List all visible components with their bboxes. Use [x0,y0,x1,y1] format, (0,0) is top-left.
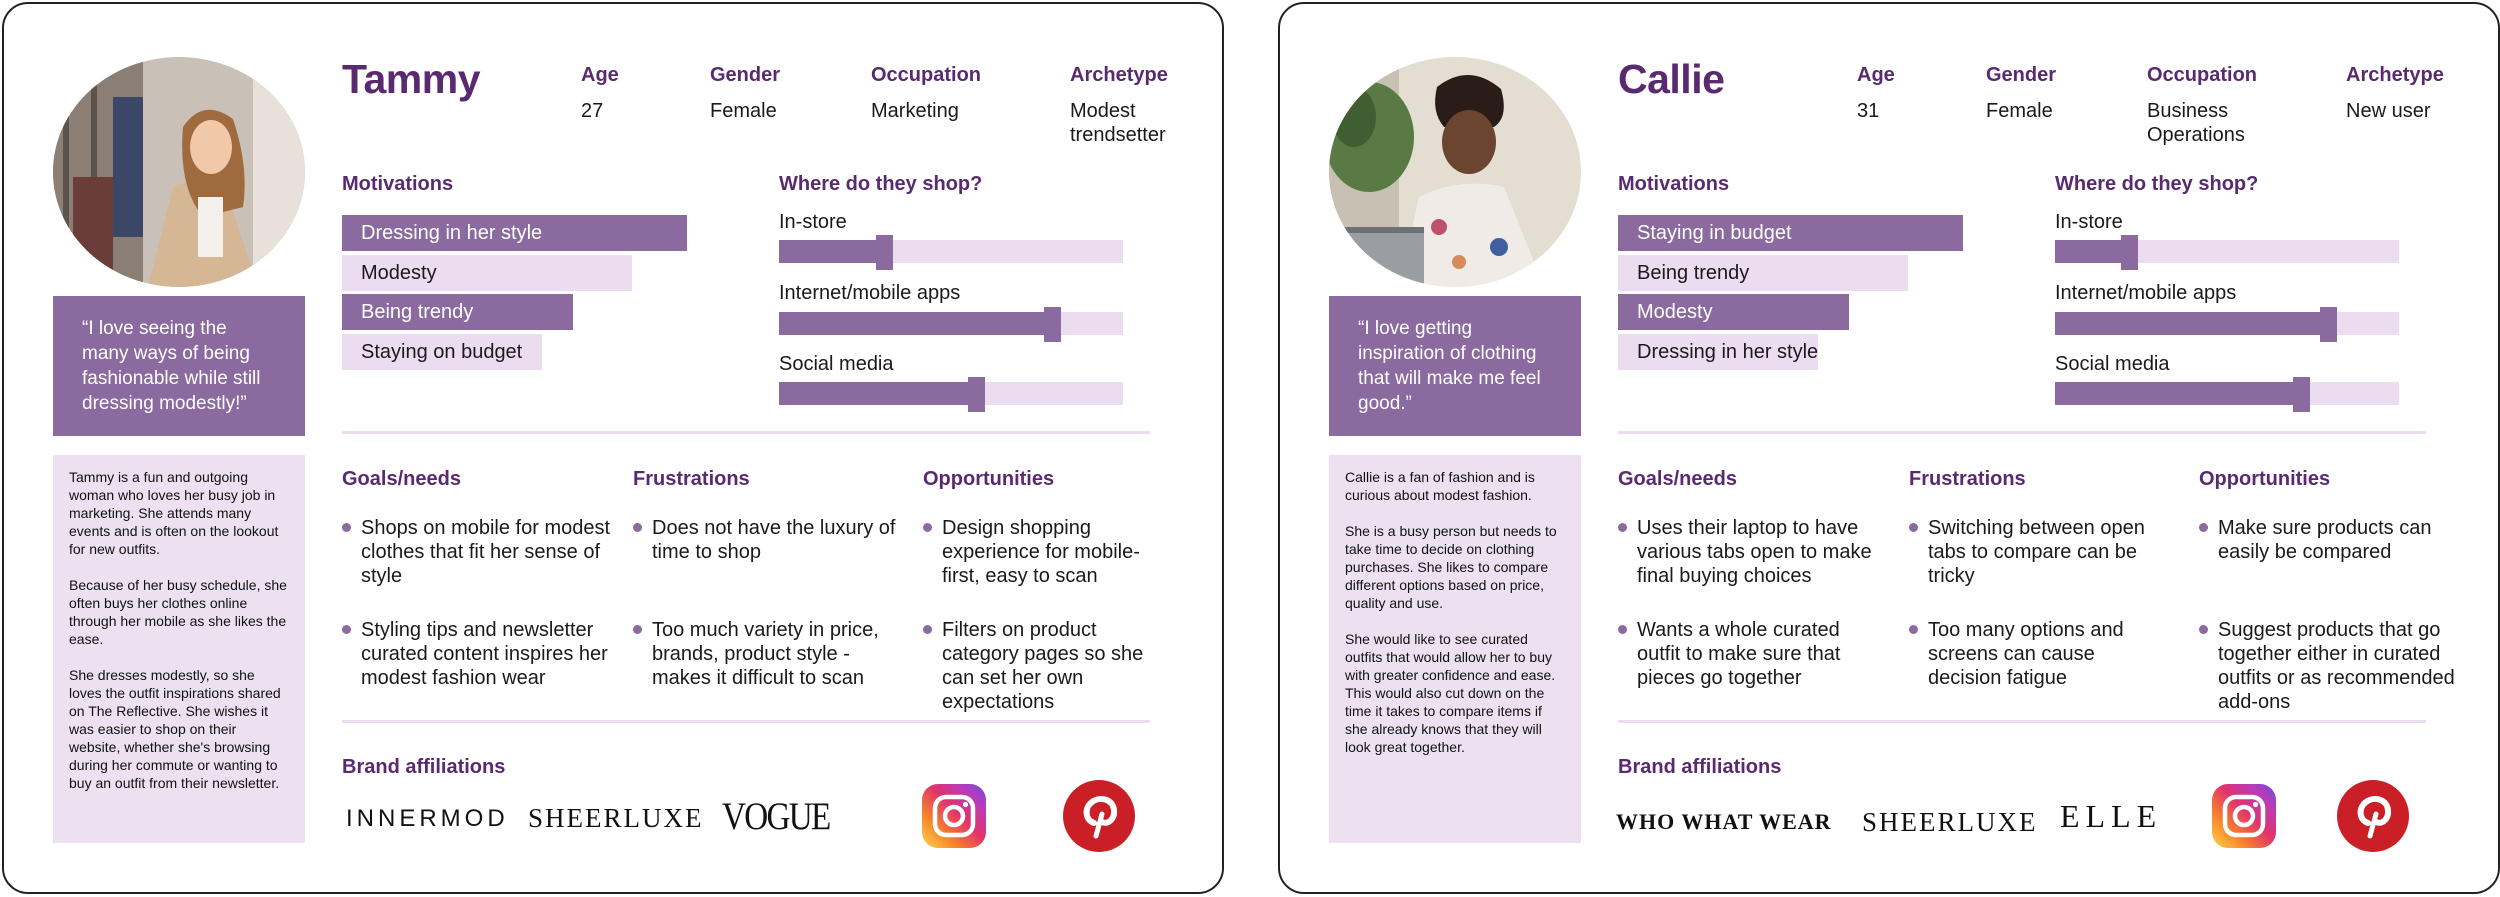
shop-level-bar [779,240,1123,263]
brand-logo-sheerluxe: SHEERLUXE [528,803,704,833]
bio-paragraph: She would like to see curated outfits that would allow her to buy with greater confidence and ease. This would also cut down on the time it takes to compare items if she already knows that they will look great together. [1345,631,1556,755]
persona-name: Tammy [342,56,481,102]
frustrations-title: Frustrations [1909,468,2026,490]
brands-title: Brand affiliations [342,756,506,778]
motivation-bar: Staying in budget [1618,215,1963,251]
pinterest-icon [2337,780,2409,852]
persona-name: Callie [1618,56,1725,102]
opportunities-title: Opportunities [923,468,1055,490]
shop-level-bar [2055,240,2399,263]
opportunities-title: Opportunities [2199,468,2331,490]
bio-paragraph: She dresses modestly, so she loves the outfit inspirations shared on The Reflective. She wishes it was easier to shop on their website, whether she's browsing during her commute or wanting to buy an outfit from their newsletter. [69,667,281,791]
info-value-archetype: Modest trendsetter [1070,100,1166,146]
shop-level-bar [2055,312,2399,335]
shop-level-knob [876,235,893,270]
persona-quote: “I love getting inspiration of clothing that will make me feel good.” [1329,296,1581,436]
shop-title: Where do they shop? [779,173,983,195]
shop-title: Where do they shop? [2055,173,2259,195]
info-label-gender: Gender [710,64,781,86]
shop-level-knob [2320,307,2337,342]
goal-item: Uses their laptop to have various tabs open to make final buying choices [1618,516,1888,588]
bullet-dot [923,625,932,634]
goal-item: Styling tips and newsletter curated content inspires her modest fashion wear [342,618,612,690]
brands-title: Brand affiliations [1618,756,1782,778]
bullet-dot [1909,523,1918,532]
shop-label: Internet/mobile apps [2055,282,2237,304]
brand-logo-innermod: INNERMOD [346,805,509,832]
motivation-bar: Modesty [1618,294,1849,330]
brand-logo-elle: ELLE [2060,798,2163,834]
frustration-item: Does not have the luxury of time to shop [633,516,903,564]
motivation-bar: Dressing in her style [1618,334,1818,370]
brand-logo-who-what-wear: WHO WHAT WEAR [1616,809,1832,834]
info-value-archetype: New user [2346,100,2431,122]
persona-card-tammy [2,2,1224,894]
avatar [1329,57,1581,287]
shop-label: Social media [2055,353,2170,375]
opportunity-item: Make sure products can easily be compared [2199,516,2459,564]
info-value-gender: Female [1986,100,2053,122]
info-value-age: 31 [1857,100,1880,122]
bullet-dot [633,625,642,634]
shop-level-fill [779,312,1061,335]
goals-title: Goals/needs [342,468,461,490]
info-value-occupation: Business Operations [2147,100,2245,146]
persona-card-callie [1278,2,2500,894]
frustration-item: Switching between open tabs to compare can be tricky [1909,516,2159,588]
shop-level-bar [779,312,1123,335]
bullet-dot [342,625,351,634]
bullet-dot [923,523,932,532]
frustrations-title: Frustrations [633,468,750,490]
persona-quote: “I love seeing the many ways of being fashionable while still dressing modestly!” [53,296,305,436]
motivations-title: Motivations [342,173,454,195]
brand-logo-vogue: VOGUE [722,795,830,838]
bullet-dot [2199,523,2208,532]
bullet-dot [342,523,351,532]
motivation-bar: Staying on budget [342,334,542,370]
info-label-occupation: Occupation [2147,64,2258,86]
instagram-icon [922,784,986,848]
bio-paragraph: She is a busy person but needs to take time to decide on clothing purchases. She likes to compare different options based on price, quality and use. [1345,523,1557,611]
bio-paragraph: Callie is a fan of fashion and is curious about modest fashion. [1345,469,1535,503]
persona-bio [53,455,305,843]
shop-level-fill [2055,312,2337,335]
bullet-dot [1618,625,1627,634]
shop-level-knob [2293,377,2310,412]
bullet-dot [1909,625,1918,634]
shop-label: Social media [779,353,894,375]
shop-level-fill [779,382,985,405]
shop-level-bar [779,382,1123,405]
info-label-age: Age [581,64,619,86]
info-label-occupation: Occupation [871,64,982,86]
bullet-dot [2199,625,2208,634]
info-label-age: Age [1857,64,1895,86]
motivation-bar: Modesty [342,255,632,291]
shop-level-bar [2055,382,2399,405]
info-label-gender: Gender [1986,64,2057,86]
motivations-title: Motivations [1618,173,1730,195]
goal-item: Wants a whole curated outfit to make sure that pieces go together [1618,618,1888,690]
info-value-occupation: Marketing [871,100,959,122]
shop-level-fill [2055,382,2310,405]
info-value-age: 27 [581,100,604,122]
bio-paragraph: Tammy is a fun and outgoing woman who loves her busy job in marketing. She attends many events and is often on the lookout for new outfits. [69,469,279,557]
motivation-bar: Dressing in her style [342,215,687,251]
section-divider [342,431,1150,434]
bio-paragraph: Because of her busy schedule, she often buys her clothes online through her mobile as she likes the ease. [69,577,287,647]
goal-item: Shops on mobile for modest clothes that fit her sense of style [342,516,612,588]
instagram-icon [2212,784,2276,848]
opportunity-item: Suggest products that go together either in curated outfits or as recommended add-ons [2199,618,2459,714]
info-value-gender: Female [710,100,777,122]
shop-label: Internet/mobile apps [779,282,961,304]
shop-level-knob [968,377,985,412]
bullet-dot [1618,523,1627,532]
info-label-archetype: Archetype [2346,64,2444,86]
avatar [53,57,305,287]
brand-logo-sheerluxe: SHEERLUXE [1862,807,2038,837]
goals-title: Goals/needs [1618,468,1737,490]
persona-bio [1329,455,1581,843]
bullet-dot [633,523,642,532]
section-divider [1618,431,2426,434]
shop-level-knob [2121,235,2138,270]
frustration-item: Too many options and screens can cause decision fatigue [1909,618,2159,690]
motivation-bar: Being trendy [1618,255,1908,291]
shop-label: In-store [2055,211,2123,233]
opportunity-item: Filters on product category pages so she can set her own expectations [923,618,1163,714]
frustration-item: Too much variety in price, brands, product style - makes it difficult to scan [633,618,903,690]
section-divider [342,720,1150,723]
info-label-archetype: Archetype [1070,64,1168,86]
shop-label: In-store [779,211,847,233]
section-divider [1618,720,2426,723]
pinterest-icon [1063,780,1135,852]
shop-level-knob [1044,307,1061,342]
motivation-bar: Being trendy [342,294,573,330]
opportunity-item: Design shopping experience for mobile-first, easy to scan [923,516,1163,588]
